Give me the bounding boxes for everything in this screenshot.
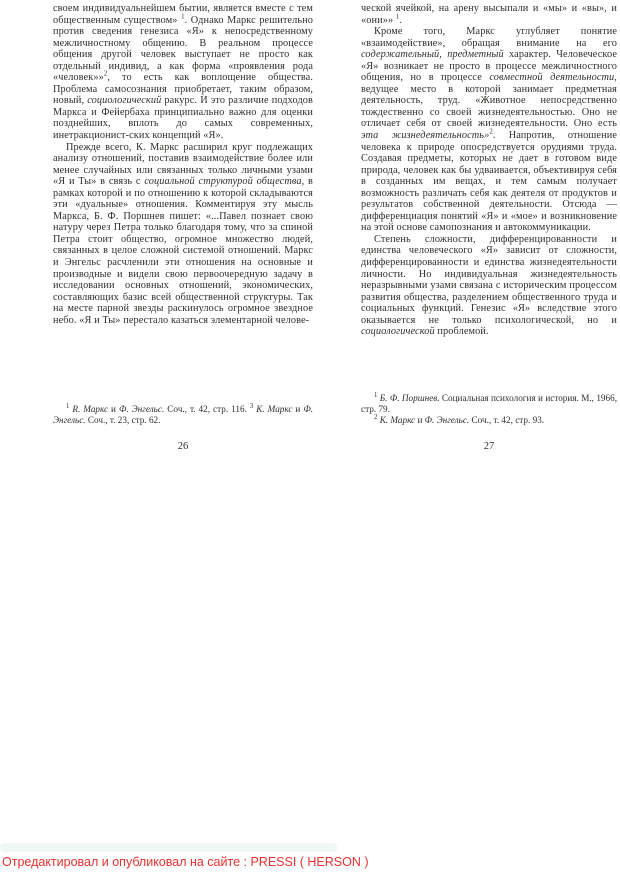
right-page-footnote bbox=[361, 393, 617, 425]
footnote-entry: $^2$ К. Маркс и Ф. Энгельс. Соч., т. 42, стр. 93. bbox=[374, 413, 545, 425]
paragraph: ческой ячейкой, на арену высыпали и «мы» и «вы», и «они»» $^1$. bbox=[361, 3, 617, 26]
paragraph: своем индивидуальнейшем бытии, является вместе с тем общественным существом» $^1$. Однако Маркс решительно против сведения генезиса «Я» к непосредственному межличностному общению. В реальном процессе общения другой человек выступает не просто как отдельный индивид, а как форма «проявления рода «человек»»$^2$, то есть как воплощение общества. Проблема самосознания приобретает, таким образом, новый, социологический ракурс. И это различие подходов Маркса и Фейербаха принципиально важно для оценки позднейших, вплоть до самых современных, инетракционист-ских концепций «Я». bbox=[53, 3, 313, 142]
footnote-entry: $^1$ Б. Ф. Поршнев. Социальная психология и история. М., 1966, стр. 79. bbox=[361, 391, 617, 414]
paragraph: Прежде всего, К. Маркс расширил круг подлежащих анализу отношений, поставив взаимодействие более или менее случайных или связанных только личными узами «Я и Ты» в связь с социальной структурой общества, в рамках которой и по отношению к которой складываются эти «дуальные» отношения. Комментируя эту мысль Маркса, Б. Ф. Поршнев пишет: «...Павел познает свою натуру через Петра только благодаря тому, что за спиной Петра стоит общество, огромное множество людей, связанных в целое сложной системой отношений. Маркс и Энгельс расчленили эти отношения на основные и производные и видели свою первоочередную задачу в исследовании основных отношений, экономических, составляющих базис всей общественной структуры. Так на месте парной звезды раскинулось огромное звездное небо. «Я и Ты» перестало казаться элементарной челове- bbox=[53, 141, 313, 326]
right-page-column bbox=[361, 3, 617, 452]
paragraph: Кроме того, Маркс углубляет понятие «взаимодействие», обращая внимание на его содержательный, предметный характер. Человеческое «Я» возникает не просто в процессе межличностного общения, но в процессе совместной деятельности, ведущее место в которой занимает предметная деятельность, труд. «Животное непосредственно тождественно со своей жизнедеятельностью. Оно не отличает себя от своей жизнедеятельности. Оно есть эта жизнедеятельность»$^2$. Напротив, отношение человека к природе опосредствуется орудиями труда. Создавая предметы, которых не дает в готовом виде природа, человек как бы удваивается, объективируя себя в созданных им вещах, и тем самым получает возможность различать себя как деятеля от продуктов и результатов собственной деятельности. Отсюда — дифференциация понятий «Я» и «мое» и возникновение на этой основе самопознания и автокоммуникации. bbox=[361, 26, 617, 234]
left-page-body-text bbox=[53, 3, 313, 326]
left-page-footnote bbox=[53, 404, 313, 426]
left-page-number: 26 bbox=[177, 441, 189, 452]
right-page-number: 27 bbox=[483, 441, 495, 452]
paragraph: Степень сложности, дифференцированности и единства человеческого «Я» зависит от сложности, дифференцированности и единства жизнедеятельности личности. Но индивидуальная жизнедеятельность неразрывными узами связана с историческим процессом развития общества, разделением общественного труда и социальных функций. Генезис «Я» вследствие этого оказывается не только психологической, но и социологической проблемой. bbox=[361, 233, 617, 338]
left-page-column bbox=[53, 3, 314, 452]
right-page-body-text bbox=[361, 3, 617, 338]
publisher-watermark-text: Отредактировал и опубликовал на сайте : PRESSI ( HERSON ) bbox=[2, 855, 369, 869]
footnote-entry: $^1$ R. Маркс и Ф. Энгельс. Соч., т. 42, стр. 116. $^3$ К. Маркс и Ф. Энгельс. Соч., т. 23, стр. 62. bbox=[53, 402, 314, 425]
faint-scrollbar-artifact bbox=[0, 843, 338, 852]
